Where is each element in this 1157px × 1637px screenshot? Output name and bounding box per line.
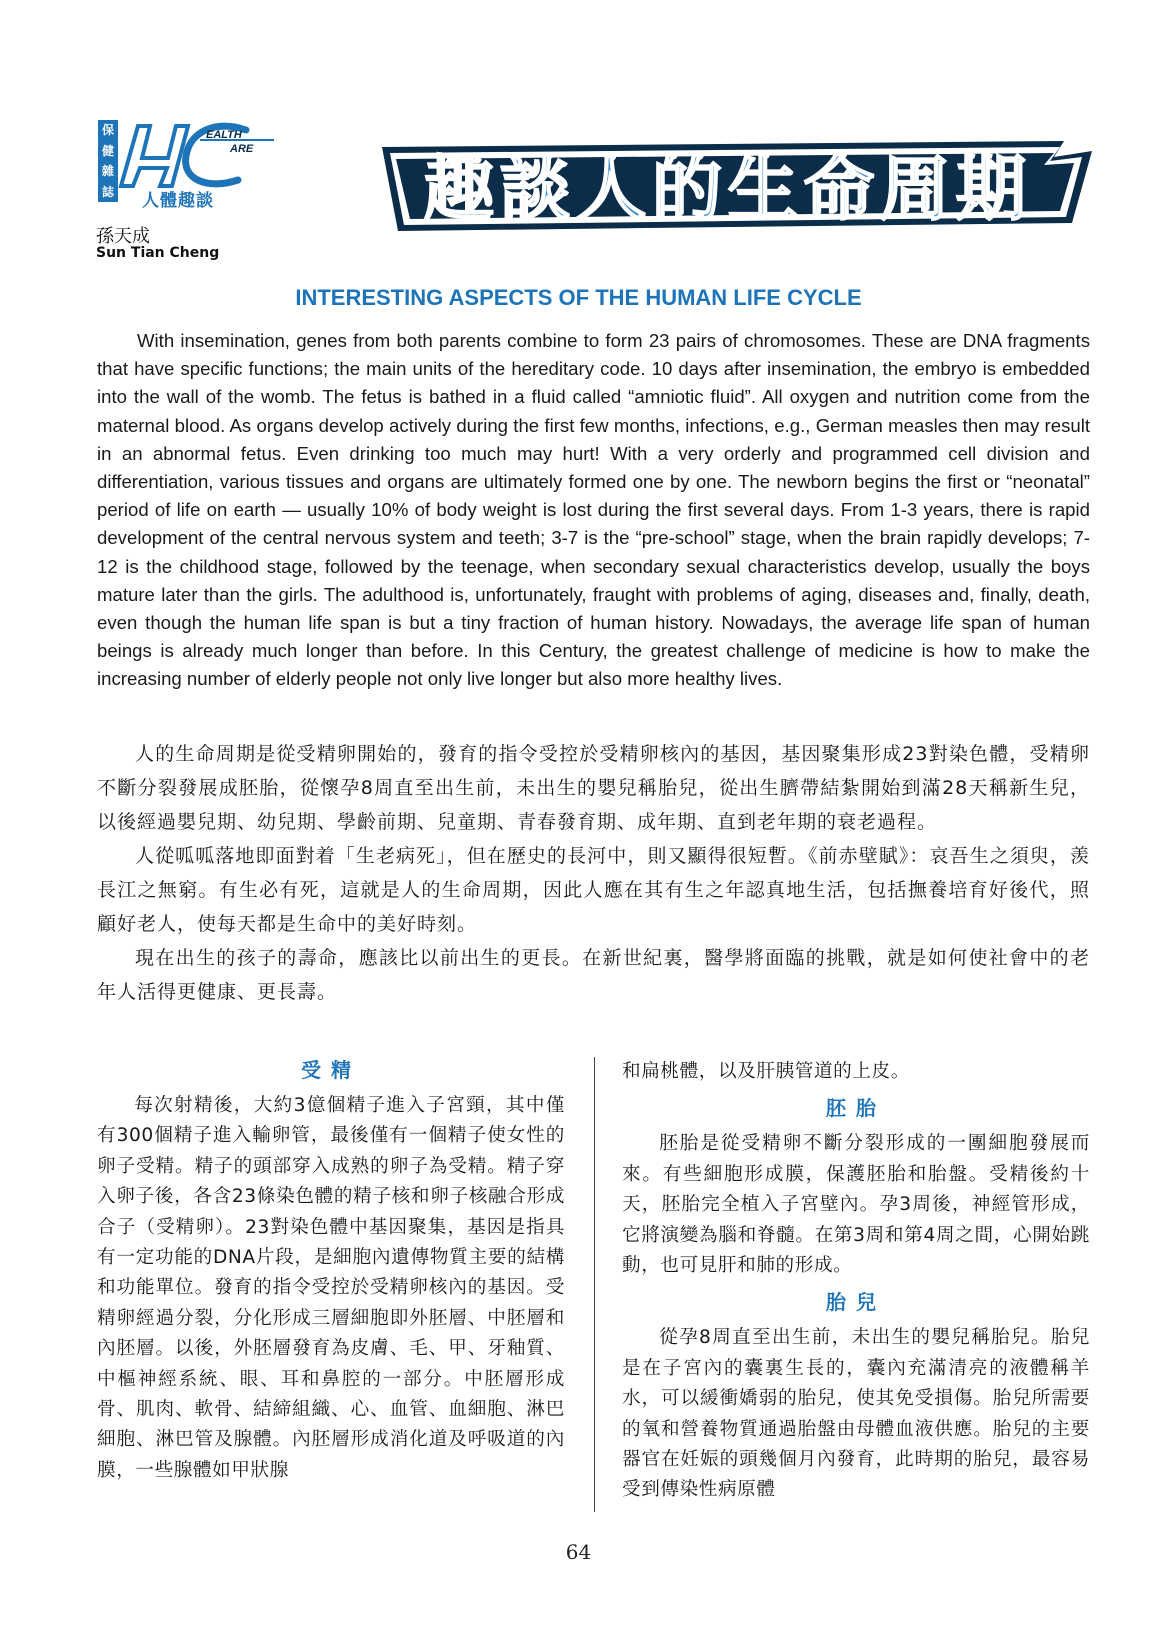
- vertical-label-char: 保: [101, 123, 114, 138]
- vertical-label-char: 誌: [101, 184, 114, 199]
- section-heading-fetus: 胎兒: [826, 1290, 886, 1315]
- intro-paragraph: 人從呱呱落地即面對着「生老病死」，但在歷史的長河中，則又顯得很短暫。《前赤壁賦》：哀吾生之須臾，羡長江之無窮。有生必有死，這就是人的生命周期，因此人應在其有生之年認真地生活，包括撫養培育好後代，照顧好老人，使每天都是生命中的美好時刻。: [97, 845, 1090, 935]
- author-english-name: Sun Tian Cheng: [96, 245, 220, 261]
- logo-small-top: EALTH: [206, 129, 242, 141]
- english-abstract: With insemination, genes from both parents combine to form 23 pairs of chromosomes. These are DNA fragments that have specific functions; the main units of the hereditary code. 10 days after insemination, the embryo is embedded into the wall of the womb. The fetus is bathed in a fluid called “amniotic fluid”. All oxygen and nutrition come from the maternal blood. As organs develop actively during the first few months, infections, e.g., German measles then may result in an abnormal fetus. Even drinking too much may hurt! With a very orderly and programmed cell division and differentiation, various tissues and organs are ultimately formed one by one. The newborn begins the first or “neonatal” period of life on earth — usually 10% of body weight is lost during the first several days. From 1-3 years, there is rapid development of the central nervous system and teeth; 3-7 is the “pre-school” stage, when the brain rapidly develops; 7-12 is the childhood stage, followed by the teenage, when secondary sexual characteristics develop, usually the boys mature later than the girls. The adulthood is, unfortunately, fraught with problems of aging, diseases and, finally, death, even though the human life span is but a tiny fraction of human history. Nowadays, the average life span of human beings is already much longer than before. In this Century, the greatest challenge of medicine is how to make the increasing number of elderly people not only live longer but also more healthy lives.: [97, 330, 1090, 690]
- title-banner: [378, 133, 1098, 241]
- section-text-embryo: 胚胎是從受精卵不斷分裂形成的一團細胞發展而來。有些細胞形成膜，保護胚胎和胎盤。受精後約十天，胚胎完全植入子宮壁內。孕3周後，神經管形成，它將演變為腦和脊髓。在第3周和第4周之間，心開始跳動，也可見肝和肺的形成。: [622, 1133, 1090, 1277]
- vertical-label-char: 雜: [101, 164, 114, 179]
- continuation-text: 和扁桃體，以及肝胰管道的上皮。: [622, 1061, 910, 1082]
- intro-paragraph: 人的生命周期是從受精卵開始的，發育的指令受控於受精卵核內的基因，基因聚集形成23對染色體，受精卵不斷分裂發展成胚胎，從懷孕8周直至出生前，未出生的嬰兒稱胎兒，從出生臍帶結紮開始到滿28天稱新生兒，以後經過嬰兒期、幼兒期、學齡前期、兒童期、青春發育期、成年期、直到老年期的衰老過程。: [97, 743, 1090, 833]
- column-name: 人體趣談: [142, 191, 214, 211]
- section-text-fetus: 從孕8周直至出生前，未出生的嬰兒稱胎兒。胎兒是在子宮內的囊裏生長的，囊內充滿清亮的液體稱羊水，可以緩衝嬌弱的胎兒，使其免受損傷。胎兒所需要的氧和營養物質通過胎盤由母體血液供應。胎兒的主要器官在妊娠的頭幾個月內發育，此時期的胎兒，最容易受到傳染性病原體: [622, 1327, 1090, 1501]
- vertical-label-char: 健: [101, 143, 114, 158]
- page-title: 趣談人的生命周期: [424, 147, 1032, 230]
- logo-small-bottom: ARE: [230, 143, 254, 155]
- author-chinese-name: 孫天成: [96, 226, 150, 247]
- section-heading-embryo: 胚胎: [826, 1096, 886, 1121]
- english-subtitle: INTERESTING ASPECTS OF THE HUMAN LIFE CYCLE: [295, 285, 862, 310]
- section-text-fertilization: 每次射精後，大約3億個精子進入子宮頸，其中僅有300個精子進入輸卵管，最後僅有一個精子使女性的卵子受精。精子的頭部穿入成熟的卵子為受精。精子穿入卵子後，各含23條染色體的精子核和卵子核融合形成合子（受精卵）。23對染色體中基因聚集，基因是指具有一定功能的DNA片段，是細胞內遺傳物質主要的結構和功能單位。發育的指令受控於受精卵核內的基因。受精卵經過分裂，分化形成三層細胞即外胚層、中胚層和內胚層。以後，外胚層發育為皮膚、毛、甲、牙釉質、中樞神經系統、眼、耳和鼻腔的一部分。中胚層形成骨、肌肉、軟骨、結締組織、心、血管、血細胞、淋巴細胞、淋巴管及腺體。內胚層形成消化道及呼吸道的內膜，一些腺體如甲狀腺: [97, 1095, 565, 1481]
- page-number: 64: [565, 1540, 592, 1564]
- chinese-intro: [97, 737, 1090, 1009]
- intro-paragraph: 現在出生的孩子的壽命，應該比以前出生的更長。在新世紀裏，醫學將面臨的挑戰，就是如何使社會中的老年人活得更健康、更長壽。: [97, 947, 1090, 1003]
- vertical-label: [98, 120, 118, 202]
- left-column: [97, 1055, 565, 1486]
- right-column: [622, 1057, 1090, 1506]
- column-divider: [594, 1057, 595, 1512]
- section-heading-fertilization: 受精: [301, 1058, 361, 1082]
